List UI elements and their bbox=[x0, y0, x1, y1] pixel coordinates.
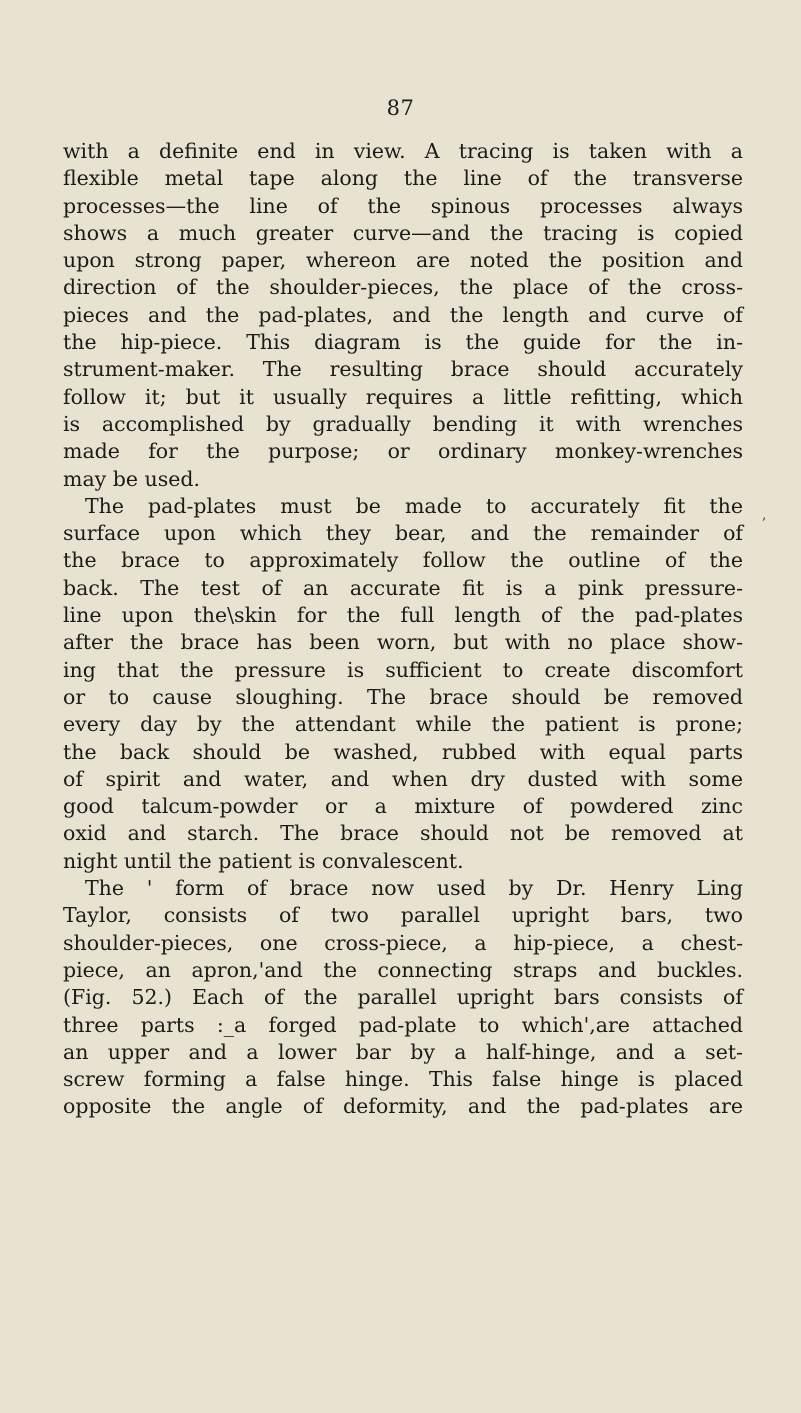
text-line: or to cause sloughing. The brace should be removed bbox=[63, 684, 743, 709]
text-line: Taylor, consists of two parallel upright bars, two bbox=[63, 903, 743, 928]
text-line: good talcum-powder or a mixture of powdered zinc bbox=[63, 794, 743, 819]
text-line: direction of the shoulder-pieces, the place of the cross- bbox=[63, 275, 743, 300]
margin-mark: , bbox=[762, 507, 767, 523]
text-line: processes—the line of the spinous processes always bbox=[63, 193, 743, 218]
text-line: opposite the angle of deformity, and the pad-plates are bbox=[63, 1094, 743, 1119]
text-line: shoulder-pieces, one cross-piece, a hip-piece, a chest- bbox=[63, 930, 743, 955]
text-line: shows a much greater curve—and the tracing is copied bbox=[63, 220, 743, 245]
text-line: is accomplished by gradually bending it with wrenches bbox=[63, 411, 743, 436]
text-line: may be used. bbox=[63, 466, 201, 491]
text-line: ing that the pressure is sufficient to create discomfort bbox=[63, 657, 743, 682]
text-line: strument-maker. The resulting brace should accurately bbox=[63, 357, 743, 382]
text-line: The pad-plates must be made to accurately fit the bbox=[85, 493, 743, 518]
text-line: oxid and starch. The brace should not be removed at bbox=[63, 821, 743, 846]
text-line: pieces and the pad-plates, and the length and curve of bbox=[63, 302, 743, 327]
page-number: 87 bbox=[386, 96, 415, 120]
text-line: of spirit and water, and when dry dusted with some bbox=[63, 766, 743, 791]
text-line: line upon the\skin for the full length of the pad-plates bbox=[63, 603, 743, 628]
text-line: an upper and a lower bar by a half-hinge, and a set- bbox=[63, 1039, 743, 1064]
text-line: with a definite end in view. A tracing is taken with a bbox=[63, 139, 743, 163]
text-line: the back should be washed, rubbed with equal parts bbox=[63, 739, 743, 764]
text-line: piece, an apron,'and the connecting straps and buckles. bbox=[63, 957, 743, 982]
text-line: made for the purpose; or ordinary monkey-wrenches bbox=[63, 439, 743, 464]
text-line: screw forming a false hinge. This false hinge is placed bbox=[63, 1067, 743, 1092]
text-line: the brace to approximately follow the outline of the bbox=[63, 548, 743, 573]
text-line: three parts :_a forged pad-plate to which',are attached bbox=[63, 1012, 743, 1037]
text-line: The ' form of brace now used by Dr. Henry Ling bbox=[85, 876, 743, 901]
text-line: (Fig. 52.) Each of the parallel upright bars consists of bbox=[63, 985, 743, 1010]
text-line: the hip-piece. This diagram is the guide for the in- bbox=[63, 330, 743, 355]
text-line: every day by the attendant while the patient is prone; bbox=[63, 712, 743, 737]
text-line: back. The test of an accurate fit is a pink pressure- bbox=[63, 575, 743, 600]
text-line: follow it; but it usually requires a little refitting, which bbox=[63, 384, 743, 409]
text-line: flexible metal tape along the line of the transverse bbox=[63, 166, 743, 191]
text-line: night until the patient is convalescent. bbox=[63, 848, 464, 873]
text-line: after the brace has been worn, but with no place show- bbox=[63, 630, 743, 655]
text-line: upon strong paper, whereon are noted the position and bbox=[63, 248, 743, 273]
text-line: surface upon which they bear, and the remainder of bbox=[63, 521, 743, 546]
body-text bbox=[63, 138, 743, 1121]
